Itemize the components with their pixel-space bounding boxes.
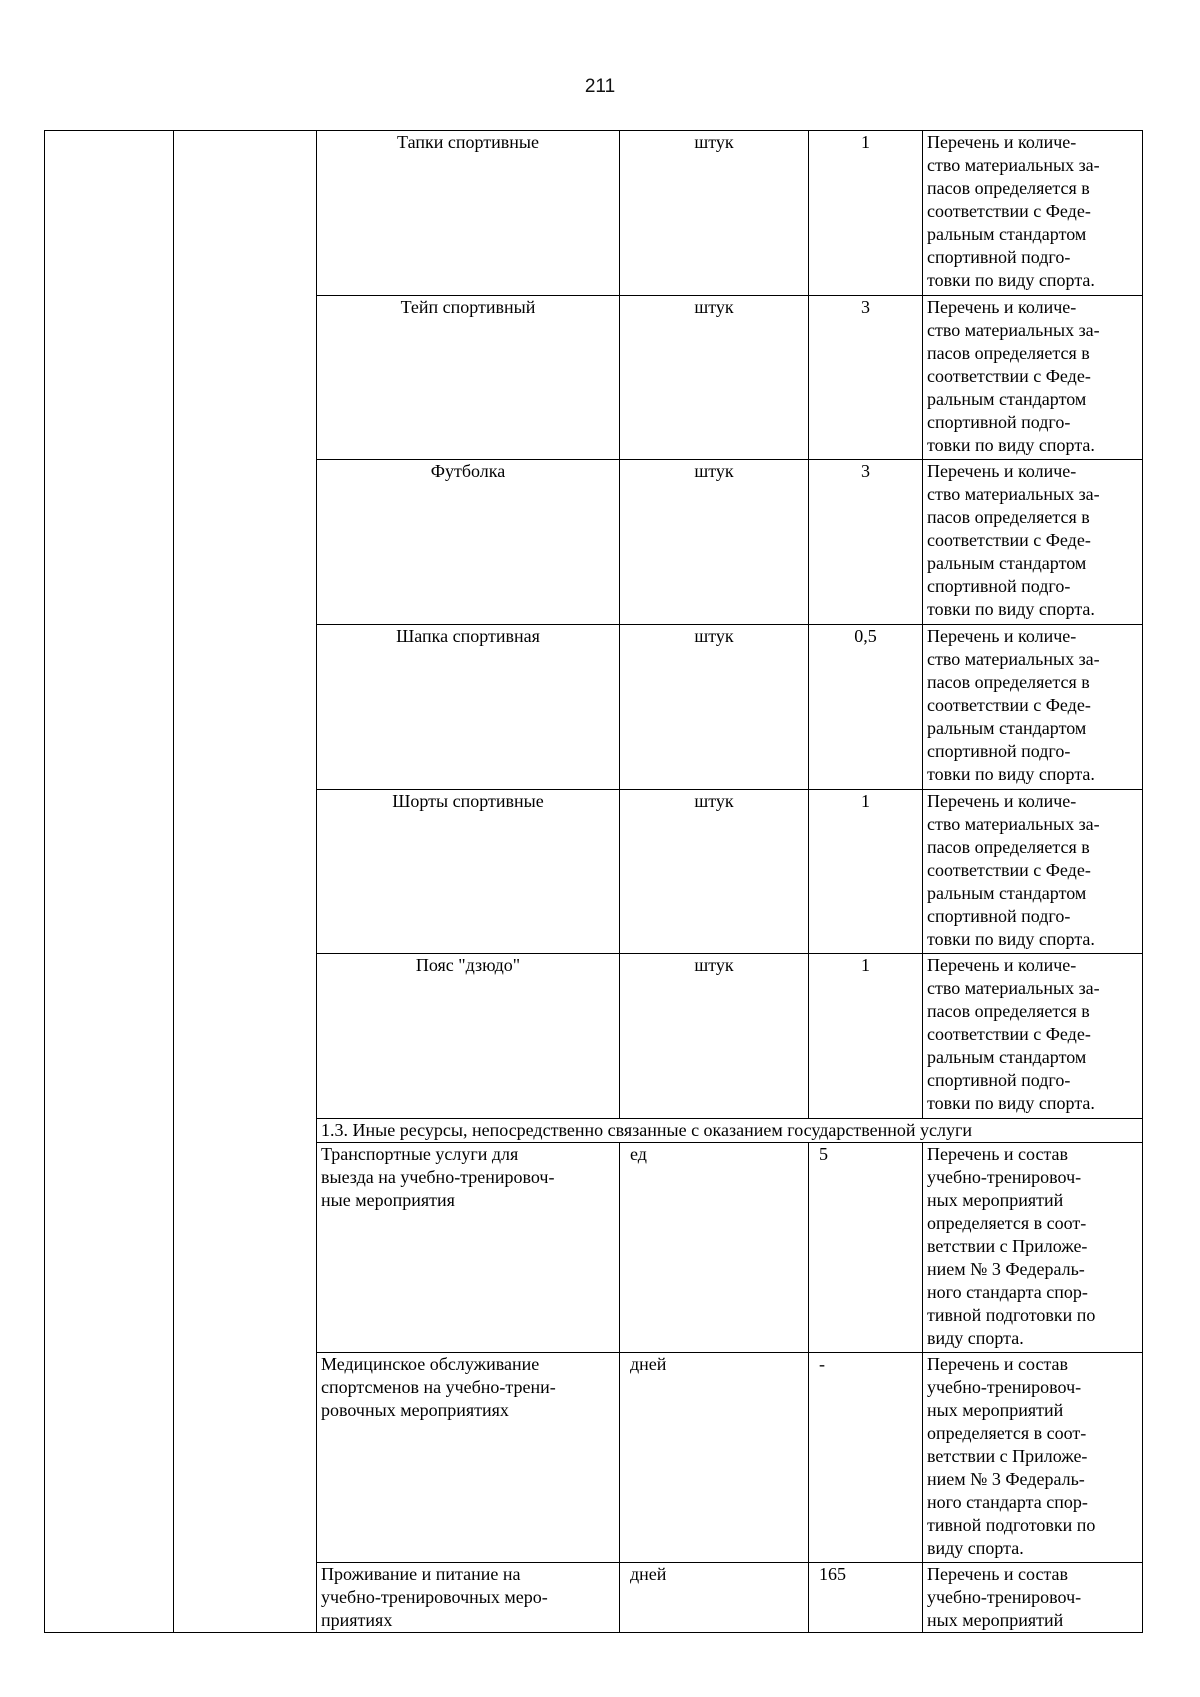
item-unit: штук	[620, 295, 809, 460]
service-name: Проживание и питание на учебно-тренировочных меро- приятиях	[317, 1562, 620, 1632]
item-note: Перечень и количе- ство материальных за- пасов определяется в соответствии с Феде- ральным стандартом спортивной подго- товки по виду спорта.	[923, 295, 1143, 460]
item-note: Перечень и количе- ство материальных за- пасов определяется в соответствии с Феде- ральным стандартом спортивной подго- товки по виду спорта.	[923, 624, 1143, 789]
item-unit: штук	[620, 789, 809, 954]
item-name: Шапка спортивная	[317, 624, 620, 789]
empty-cell	[45, 131, 174, 1633]
service-name: Медицинское обслуживание спортсменов на учебно-трени- ровочных мероприятиях	[317, 1352, 620, 1562]
service-quantity: 5	[809, 1143, 923, 1353]
section-title: 1.3. Иные ресурсы, непосредственно связанные с оказанием государственной услуги	[317, 1118, 1143, 1142]
item-unit: штук	[620, 131, 809, 296]
item-quantity: 3	[809, 295, 923, 460]
service-note: Перечень и состав учебно-тренировоч- ных мероприятий определяется в соот- ветствии с Приложе- нием № 3 Федераль- ного стандарта спор- тивной подготовки по виду спорта.	[923, 1352, 1143, 1562]
resources-table	[44, 130, 1143, 1633]
service-quantity: 165	[809, 1562, 923, 1632]
item-quantity: 3	[809, 460, 923, 625]
item-unit: штук	[620, 954, 809, 1119]
service-unit: ед	[620, 1143, 809, 1353]
item-quantity: 1	[809, 789, 923, 954]
item-name: Шорты спортивные	[317, 789, 620, 954]
item-name: Футболка	[317, 460, 620, 625]
service-unit: дней	[620, 1352, 809, 1562]
item-note: Перечень и количе- ство материальных за- пасов определяется в соответствии с Феде- ральным стандартом спортивной подго- товки по виду спорта.	[923, 460, 1143, 625]
service-note: Перечень и состав учебно-тренировоч- ных мероприятий определяется в соот- ветствии с Приложе- нием № 3 Федераль- ного стандарта спор- тивной подготовки по виду спорта.	[923, 1143, 1143, 1353]
service-unit: дней	[620, 1562, 809, 1632]
item-quantity: 0,5	[809, 624, 923, 789]
service-quantity: -	[809, 1352, 923, 1562]
item-unit: штук	[620, 624, 809, 789]
item-quantity: 1	[809, 954, 923, 1119]
item-name: Тапки спортивные	[317, 131, 620, 296]
page-number: 211	[584, 76, 616, 97]
item-note: Перечень и количе- ство материальных за- пасов определяется в соответствии с Феде- ральным стандартом спортивной подго- товки по виду спорта.	[923, 954, 1143, 1119]
table-row	[45, 131, 1143, 296]
item-unit: штук	[620, 460, 809, 625]
empty-cell	[174, 131, 317, 1633]
item-note: Перечень и количе- ство материальных за- пасов определяется в соответствии с Феде- ральным стандартом спортивной подго- товки по виду спорта.	[923, 789, 1143, 954]
item-note: Перечень и количе- ство материальных за- пасов определяется в соответствии с Феде- ральным стандартом спортивной подго- товки по виду спорта.	[923, 131, 1143, 296]
item-name: Пояс "дзюдо"	[317, 954, 620, 1119]
service-note: Перечень и состав учебно-тренировоч- ных мероприятий	[923, 1562, 1143, 1632]
item-quantity: 1	[809, 131, 923, 296]
item-name: Тейп спортивный	[317, 295, 620, 460]
service-name: Транспортные услуги для выезда на учебно-тренировоч- ные мероприятия	[317, 1143, 620, 1353]
